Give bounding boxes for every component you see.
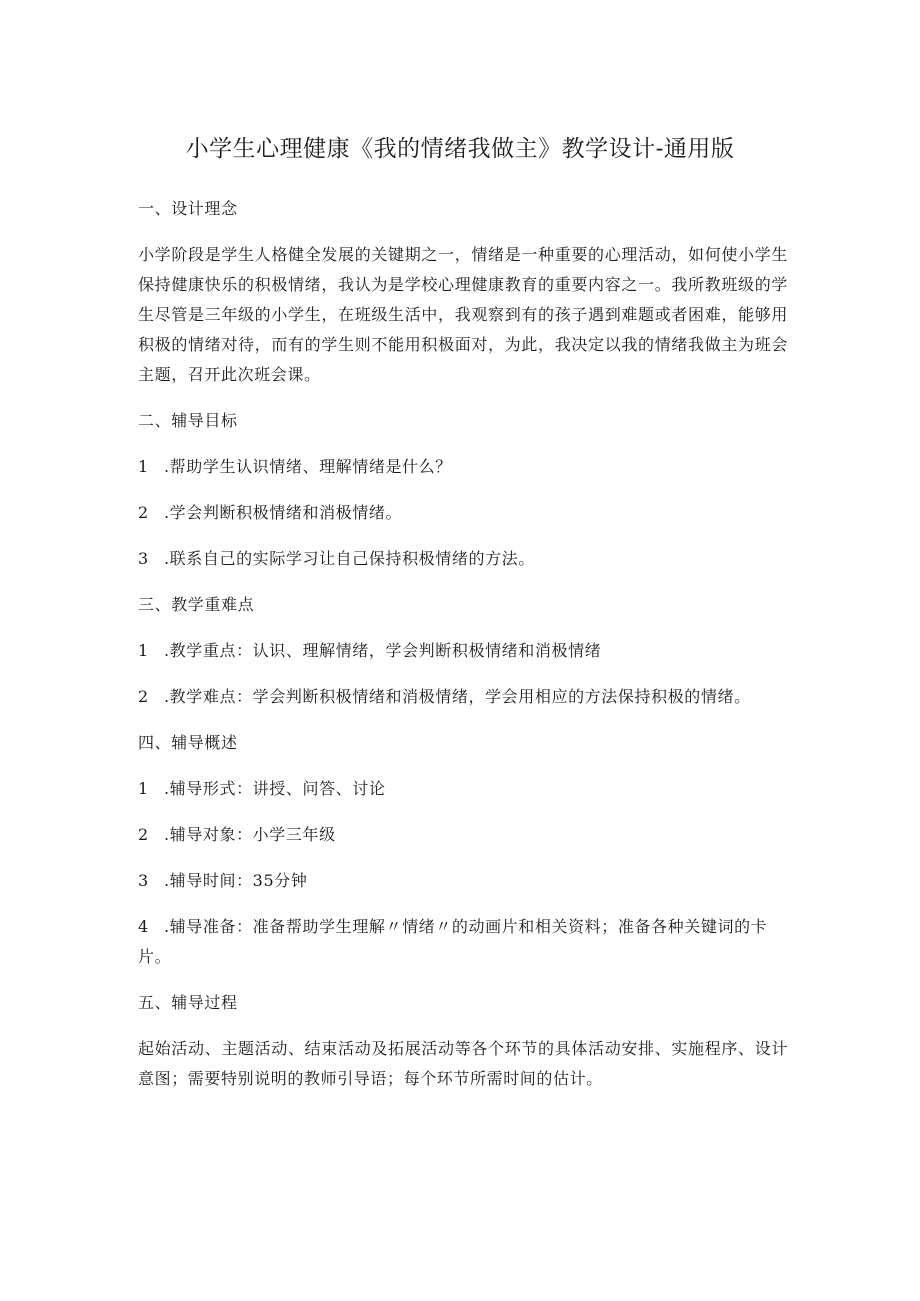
- list-item-text: .学会判断积极情绪和消极情绪。: [164, 503, 403, 522]
- list-item-text: .帮助学生认识情绪、理解情绪是什么？: [164, 457, 452, 476]
- list-item: [138, 636, 788, 666]
- list-item-number: 3: [138, 549, 149, 568]
- list-item: [138, 912, 788, 972]
- list-item-number: 2: [138, 687, 149, 706]
- list-item: [138, 820, 788, 850]
- section-heading-process: 五、辅导过程: [138, 993, 238, 1012]
- list-item-text: .辅导形式：讲授、问答、讨论: [164, 779, 386, 798]
- section-heading-overview: 四、辅导概述: [138, 733, 238, 752]
- list-item-text: .辅导准备：准备帮助学生理解〃情绪〃的动画片和相关资料；准备各种关键词的卡片。: [138, 917, 768, 966]
- document-title: 小学生心理健康《我的情绪我做主》教学设计-通用版: [185, 136, 735, 162]
- document-body: [138, 188, 788, 1110]
- list-item-number: 1: [138, 641, 149, 660]
- list-item: [138, 498, 788, 528]
- section-paragraph-process: 起始活动、主题活动、结束活动及拓展活动等各个环节的具体活动安排、实施程序、设计意图；需要特别说明的教师引导语；每个环节所需时间的估计。: [138, 1039, 788, 1088]
- list-item: [138, 866, 788, 896]
- list-item-text: .辅导对象：小学三年级: [164, 825, 336, 844]
- list-item-text: .辅导时间：35分钟: [164, 871, 308, 890]
- list-item-number: 2: [138, 503, 149, 522]
- list-item-number: 2: [138, 825, 149, 844]
- list-item: [138, 452, 788, 482]
- section-heading-design-concept: 一、设计理念: [138, 199, 238, 218]
- list-item-number: 4: [138, 917, 149, 936]
- list-item-text: .教学重点：认识、理解情绪，学会判断积极情绪和消极情绪: [164, 641, 602, 660]
- list-item-number: 1: [138, 779, 149, 798]
- section-heading-key-points: 三、教学重难点: [138, 595, 255, 614]
- list-item: [138, 774, 788, 804]
- list-item-number: 1: [138, 457, 149, 476]
- list-item: [138, 544, 788, 574]
- list-item: [138, 682, 788, 712]
- list-item-text: .教学难点：学会判断积极情绪和消极情绪，学会用相应的方法保持积极的情绪。: [164, 687, 751, 706]
- section-heading-goals: 二、辅导目标: [138, 411, 238, 430]
- list-item-text: .联系自己的实际学习让自己保持积极情绪的方法。: [164, 549, 535, 568]
- list-item-number: 3: [138, 871, 149, 890]
- section-paragraph-design-concept: 小学阶段是学生人格健全发展的关键期之一，情绪是一种重要的心理活动，如何使小学生保持健康快乐的积极情绪，我认为是学校心理健康教育的重要内容之一。我所教班级的学生尽管是三年级的小学生，在班级生活中，我观察到有的孩子遇到难题或者困难，能够用积极的情绪对待，而有的学生则不能用积极面对，为此，我决定以我的情绪我做主为班会主题，召开此次班会课。: [138, 245, 788, 384]
